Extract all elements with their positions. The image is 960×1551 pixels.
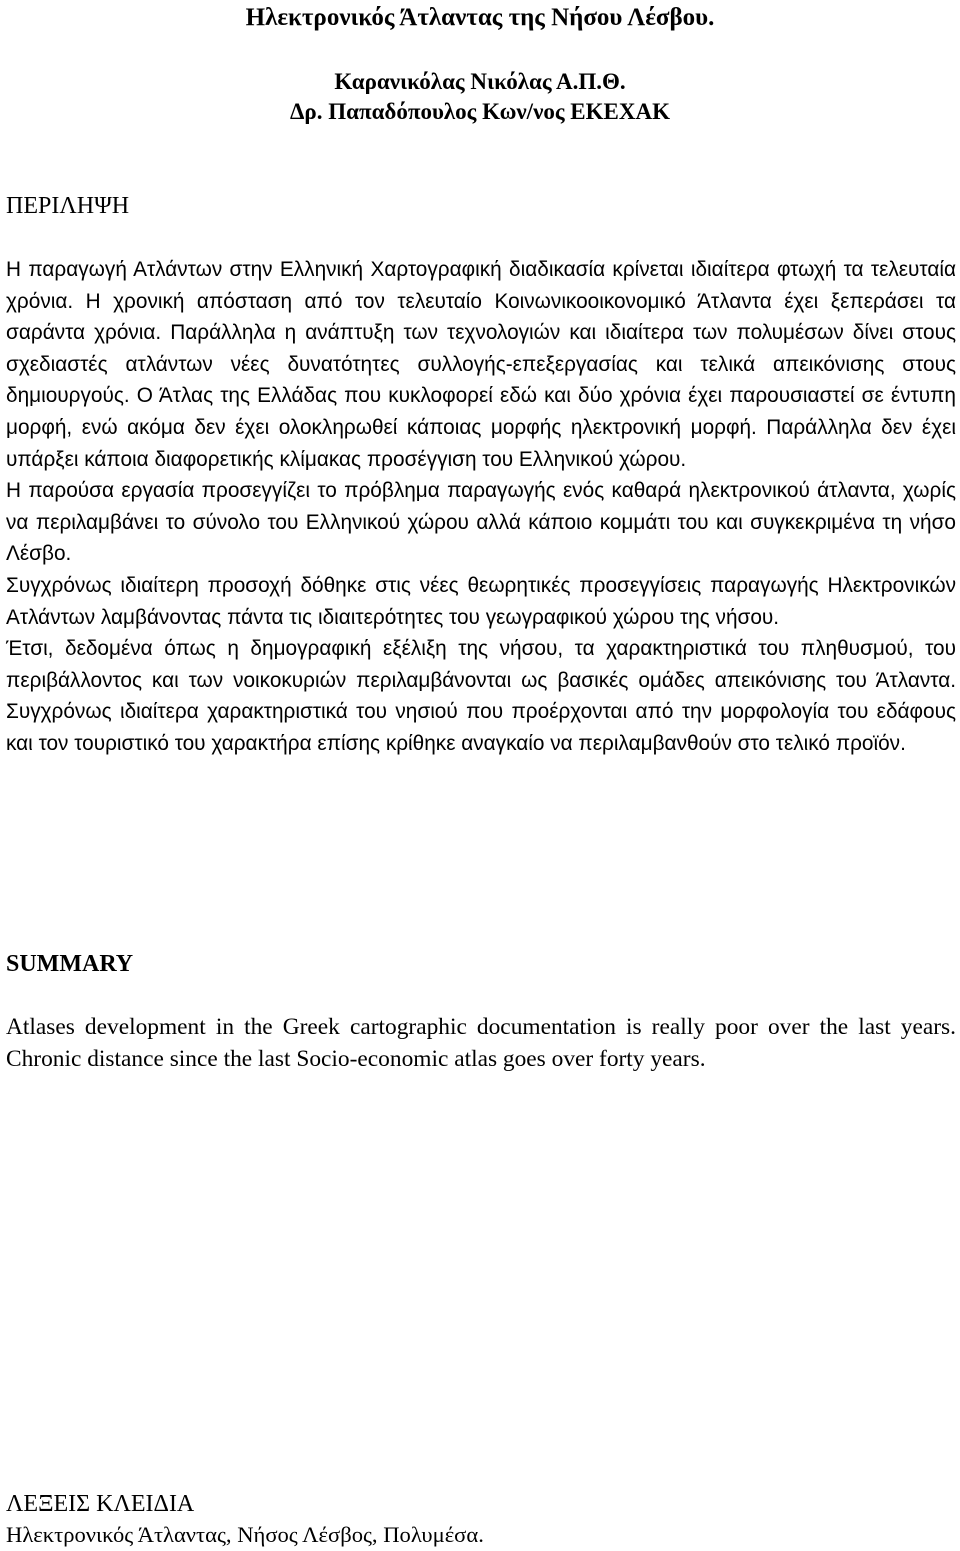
author-line-2: Δρ. Παπαδόπουλος Κων/νος ΕΚΕΧΑΚ xyxy=(290,99,670,124)
abstract-paragraph: Η παραγωγή Ατλάντων στην Ελληνική Χαρτογραφική διαδικασία κρίνεται ιδιαίτερα φτωχή τα τελευταία χρόνια. Η χρονική απόσταση από τον τελευταίο Κοινωνικοοικονομικό Άτλαντα έχει ξεπεράσει τα σαράντα χρόνια. Παράλληλα η ανάπτυξη των τεχνολογιών και ιδιαίτερα των πολυμέσων δίνει στους σχεδιαστές ατλάντων νέες δυνατότητες συλλογής-επεξεργασίας και τελικά απεικόνισης στους δημιουργούς. Ο Άτλας της Ελλάδας που κυκλοφορεί εδώ και δύο χρόνια έχει παρουσιαστεί σε έντυπη μορφή, ενώ ακόμα δεν έχει ολοκληρωθεί κάποιας μορφής ηλεκτρονική μορφή. Παράλληλα δεν έχει υπάρξει κάποια διαφορετικής κλίμακας προσέγγιση του Ελληνικού χώρου. xyxy=(6,258,956,471)
keywords-body: Ηλεκτρονικός Άτλαντας, Νήσος Λέσβος, Πολυμέσα. xyxy=(6,1522,484,1547)
author-line-1: Καρανικόλας Νικόλας Α.Π.Θ. xyxy=(334,69,626,94)
abstract-body xyxy=(6,254,956,760)
abstract-paragraph: Συγχρόνως ιδιαίτερη προσοχή δόθηκε στις νέες θεωρητικές προσεγγίσεις παραγωγής Ηλεκτρονικών Ατλάντων λαμβάνοντας πάντα τις ιδιαιτερότητες του γεωγραφικού χώρου της νήσου. xyxy=(6,573,956,629)
summary-heading: SUMMARY xyxy=(6,951,134,977)
abstract-heading: ΠΕΡΙΛΗΨΗ xyxy=(6,193,130,219)
summary-body: Atlases development in the Greek cartographic documentation is really poor over the last years. Chronic distance since the last Socio-economic atlas goes over forty years. xyxy=(6,1014,956,1072)
paper-title: Ηλεκτρονικός Άτλαντας της Νήσου Λέσβου. xyxy=(245,4,715,31)
abstract-paragraph: Η παρούσα εργασία προσεγγίζει το πρόβλημα παραγωγής ενός καθαρά ηλεκτρονικού άτλαντα, χωρίς να περιλαμβάνει το σύνολο του Ελληνικού χώρου αλλά κάποιο κομμάτι του και συγκεκριμένα τη νήσο Λέσβο. xyxy=(6,479,956,566)
abstract-paragraph: Έτσι, δεδομένα όπως η δημογραφική εξέλιξη της νήσου, τα χαρακτηριστικά του πληθυσμού, του περιβάλλοντος και των νοικοκυριών περιλαμβάνονται ως βασικές ομάδες απεικόνισης του Άτλαντα. Συγχρόνως ιδιαίτερα χαρακτηριστικά του νησιού που προέρχονται από την μορφολογία του εδάφους και τον τουριστικό του χαρακτήρα επίσης κρίθηκε αναγκαίο να περιλαμβανθούν στο τελικό προϊόν. xyxy=(6,637,956,755)
keywords-heading: ΛΕΞΕΙΣ ΚΛΕΙΔΙΑ xyxy=(6,1491,195,1517)
